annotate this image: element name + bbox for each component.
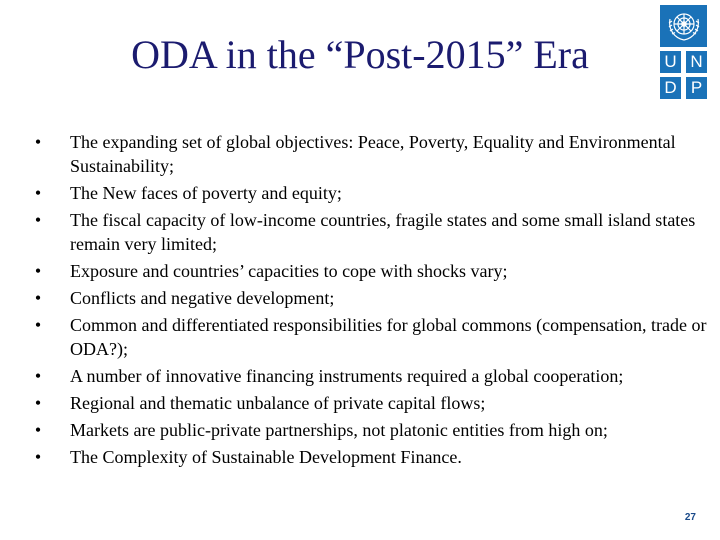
bullet-dot: • [34,447,42,467]
bullet-dot: • [34,183,42,203]
bullet-item [28,445,708,469]
bullet-text: Regional and thematic unbalance of private capital flows; [70,393,486,413]
bullet-text: The expanding set of global objectives: Peace, Poverty, Equality and Environmental Sustainability; [70,132,676,176]
bullet-text: Common and differentiated responsibilities for global commons (compensation, trade or ODA?); [70,315,707,359]
logo-letter: P [686,77,707,99]
bullet-dot: • [34,315,42,335]
bullet-item [28,259,708,283]
bullet-item [28,391,708,415]
undp-logo [660,5,707,99]
bullet-dot: • [34,261,42,281]
bullet-item [28,130,708,178]
bullet-text: The Complexity of Sustainable Development Finance. [70,447,462,467]
bullet-item [28,181,708,205]
logo-letter: U [660,51,681,73]
bullet-dot: • [34,393,42,413]
bullet-item [28,418,708,442]
bullet-dot: • [34,420,42,440]
un-emblem-icon [660,5,707,47]
undp-letters [660,51,707,99]
bullet-dot: • [34,288,42,308]
bullet-text: The fiscal capacity of low-income countries, fragile states and some small island states remain very limited; [70,210,696,254]
bullet-text: Conflicts and negative development; [70,288,335,308]
bullet-item [28,313,708,361]
bullet-text: The New faces of poverty and equity; [70,183,342,203]
bullet-text: Exposure and countries’ capacities to cope with shocks vary; [70,261,508,281]
bullet-text: A number of innovative financing instruments required a global cooperation; [70,366,624,386]
bullet-text: Markets are public-private partnerships, not platonic entities from high on; [70,420,608,440]
bullet-dot: • [34,132,42,152]
logo-letter: N [686,51,707,73]
logo-letter: D [660,77,681,99]
bullet-item [28,364,708,388]
bullet-item [28,208,708,256]
page-number: 27 [684,512,696,523]
bullet-dot: • [34,210,42,230]
bullet-list [28,130,708,472]
bullet-dot: • [34,366,42,386]
bullet-item [28,286,708,310]
slide-title: ODA in the “Post-2015” Era [131,32,589,77]
